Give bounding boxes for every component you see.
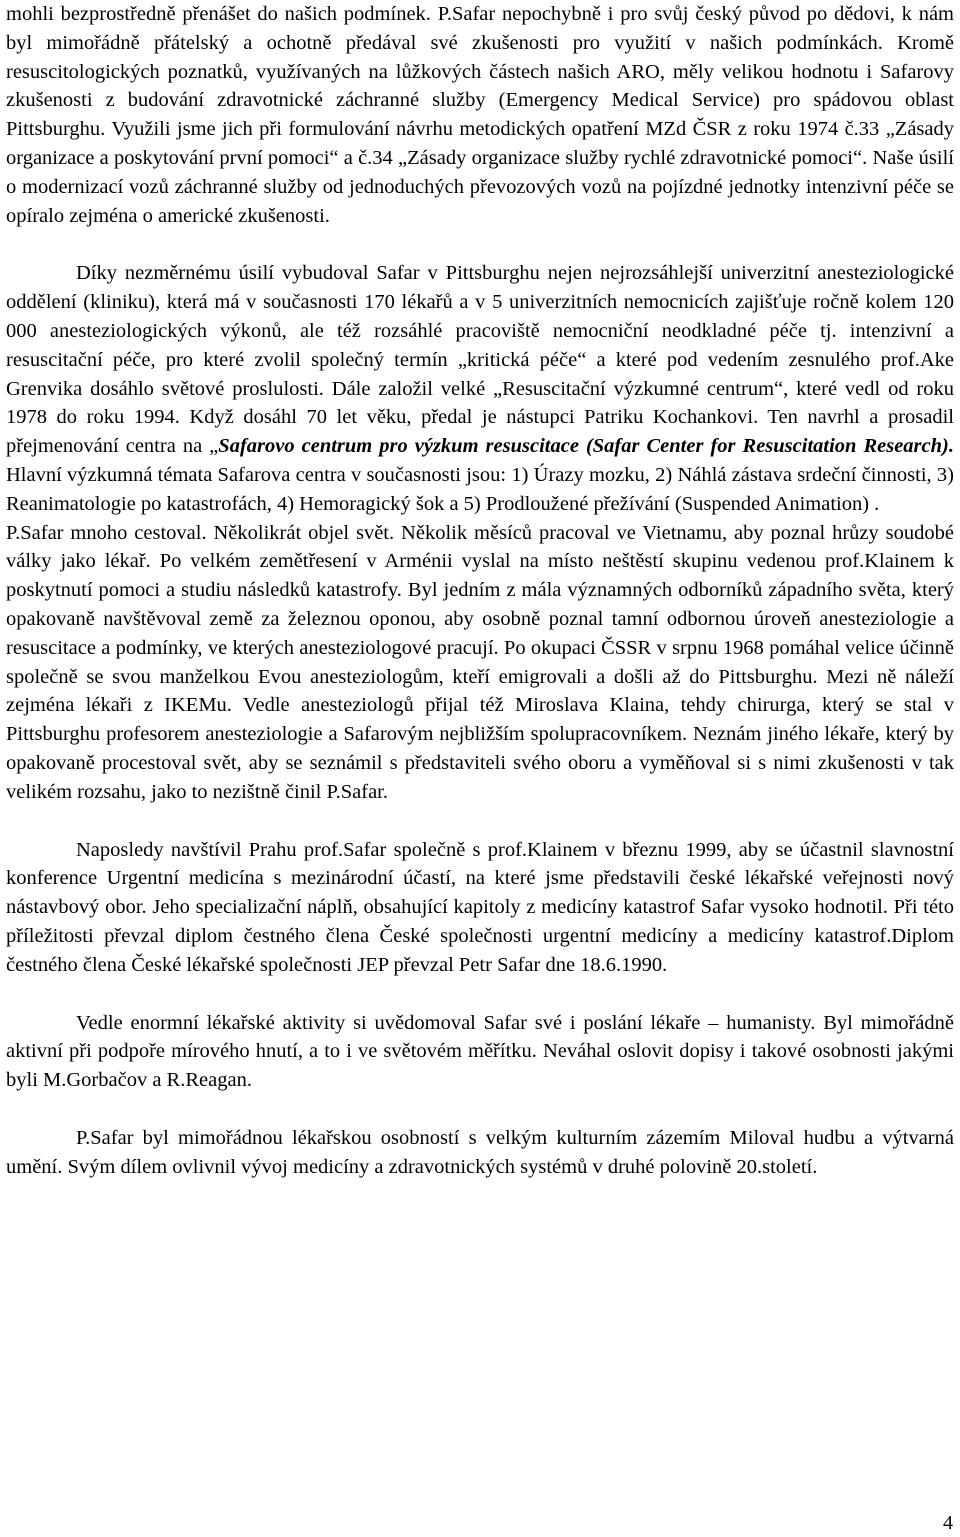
safar-center-name: Safarovo centrum pro výzkum resuscitace (Safar Center for Resuscitation Research). xyxy=(218,435,954,458)
paragraph-gap xyxy=(6,1095,954,1124)
document-page xyxy=(6,0,954,1181)
paragraph-1 xyxy=(6,0,954,230)
paragraph-2-text-a: Díky nezměrnému úsilí vybudoval Safar v Pittsburghu nejen nejrozsáhlejší univerzitní anesteziologické oddělení (kliniku), která má v současnosti 170 lékařů a v 5 univerzitních nemocnicích zajišťuje ročně kolem 120 000 anesteziologických výkonů, ale též rozsáhlé pracoviště nemocniční neodkladné péče tj. intenzivní a resuscitační péče, pro které zvolil společný termín „kritická péče“ a které pod vedením zesnulého prof.Ake Grenvika dosáhlo světové proslulosti. Dále založil velké „Resuscitační výzkumné centrum“, které vedl od roku 1978 do roku 1994. Když dosáhl 70 let věku, předal je nástupci Patriku Kochankovi. Ten navrhl a prosadil přejmenování centra na „ xyxy=(6,262,954,458)
paragraph-5-text: Vedle enormní lékařské aktivity si uvědomoval Safar své i poslání lékaře – humanisty. Byl mimořádně aktivní při podpoře mírového hnutí, a to i ve světovém měřítku. Neváhal oslovit dopisy i takové osobnosti jakými byli M.Gorbačov a R.Reagan. xyxy=(6,1011,954,1092)
paragraph-6-text: P.Safar byl mimořádnou lékařskou osobností s velkým kulturním zázemím Miloval hudbu a výtvarná umění. Svým dílem ovlivnil vývoj medicíny a zdravotnických systémů v druhé polovině 20.století. xyxy=(6,1126,954,1178)
paragraph-4 xyxy=(6,836,954,980)
paragraph-4-text: Naposledy navštívil Prahu prof.Safar společně s prof.Klainem v březnu 1999, aby se účastnil slavnostní konference Urgentní medicína s mezinárodní účastí, na které jsme představili české lékařské veřejnosti nový nástavbový obor. Jeho specializační náplň, obsahující kapitoly z medicíny katastrof Safar vysoko hodnotil. Při této příležitosti převzal diplom čestného člena České společnosti urgentní medicíny a medicíny katastrof.Diplom čestného člena České lékařské společnosti JEP převzal Petr Safar dne 18.6.1990. xyxy=(6,838,954,976)
paragraph-gap xyxy=(6,980,954,1009)
paragraph-gap xyxy=(6,230,954,259)
paragraph-2 xyxy=(6,259,954,518)
paragraph-3 xyxy=(6,519,954,807)
paragraph-1-text: mohli bezprostředně přenášet do našich podmínek. P.Safar nepochybně i pro svůj český původ po dědovi, k nám byl mimořádně přátelský a ochotně předával své zkušenosti pro využití v našich podmínkách. Kromě resuscitologických poznatků, využívaných na lůžkových částech našich ARO, měly velikou hodnotu i Safarovy zkušenosti z budování zdravotnické záchranné služby (Emergency Medical Service) pro spádovou oblast Pittsburghu. Využili jsme jich při formulování návrhu metodických opatření MZd ČSR z roku 1974 č.33 „Zásady organizace a poskytování první pomoci“ a č.34 „Zásady organizace služby rychlé zdravotnické pomoci“. Naše úsilí o modernizací vozů záchranné služby od jednoduchých převozových vozů na pojízdné jednotky intenzivní péče se opíralo zejména o americké zkušenosti. xyxy=(6,3,954,227)
paragraph-6 xyxy=(6,1124,954,1182)
page-number: 4 xyxy=(943,1512,953,1534)
paragraph-gap xyxy=(6,807,954,836)
paragraph-5 xyxy=(6,1009,954,1095)
paragraph-2-text-b: Hlavní výzkumná témata Safarova centra v současnosti jsou: 1) Úrazy mozku, 2) Náhlá zástava srdeční činnosti, 3) Reanimatologie po katastrofách, 4) Hemoragický šok a 5) Prodloužené přežívání (Suspended Animation) . xyxy=(6,463,954,515)
paragraph-3-text: P.Safar mnoho cestoval. Několikrát objel svět. Několik měsíců pracoval ve Vietnamu, aby poznal hrůzy soudobé války jako lékař. Po velkém zemětřesení v Arménii vyslal na místo neštěstí skupinu vedenou prof.Klainem k poskytnutí pomoci a studiu následků katastrofy. Byl jedním z mála významných odborníků západního světa, který opakovaně navštěvoval země za železnou oponou, aby osobně poznal tamní odbornou úroveň anesteziologie a resuscitace a podmínky, ve kterých anesteziologové pracují. Po okupaci ČSSR v srpnu 1968 pomáhal velice účinně společně se svou manželkou Evou anesteziologům, kteří emigrovali a došli až do Pittsburghu. Mezi ně náleží zejména lékaři z IKEMu. Vedle anesteziologů přijal též Miroslava Klaina, tehdy chirurga, který se stal v Pittsburghu profesorem anesteziologie a Safarovým nejbližším spolupracovníkem. Neznám jiného lékaře, který by opakovaně procestoval svět, aby se seznámil s představiteli svého oboru a vyměňoval si s nimi zkušenosti v tak velikém rozsahu, jako to nezištně činil P.Safar. xyxy=(6,521,954,803)
